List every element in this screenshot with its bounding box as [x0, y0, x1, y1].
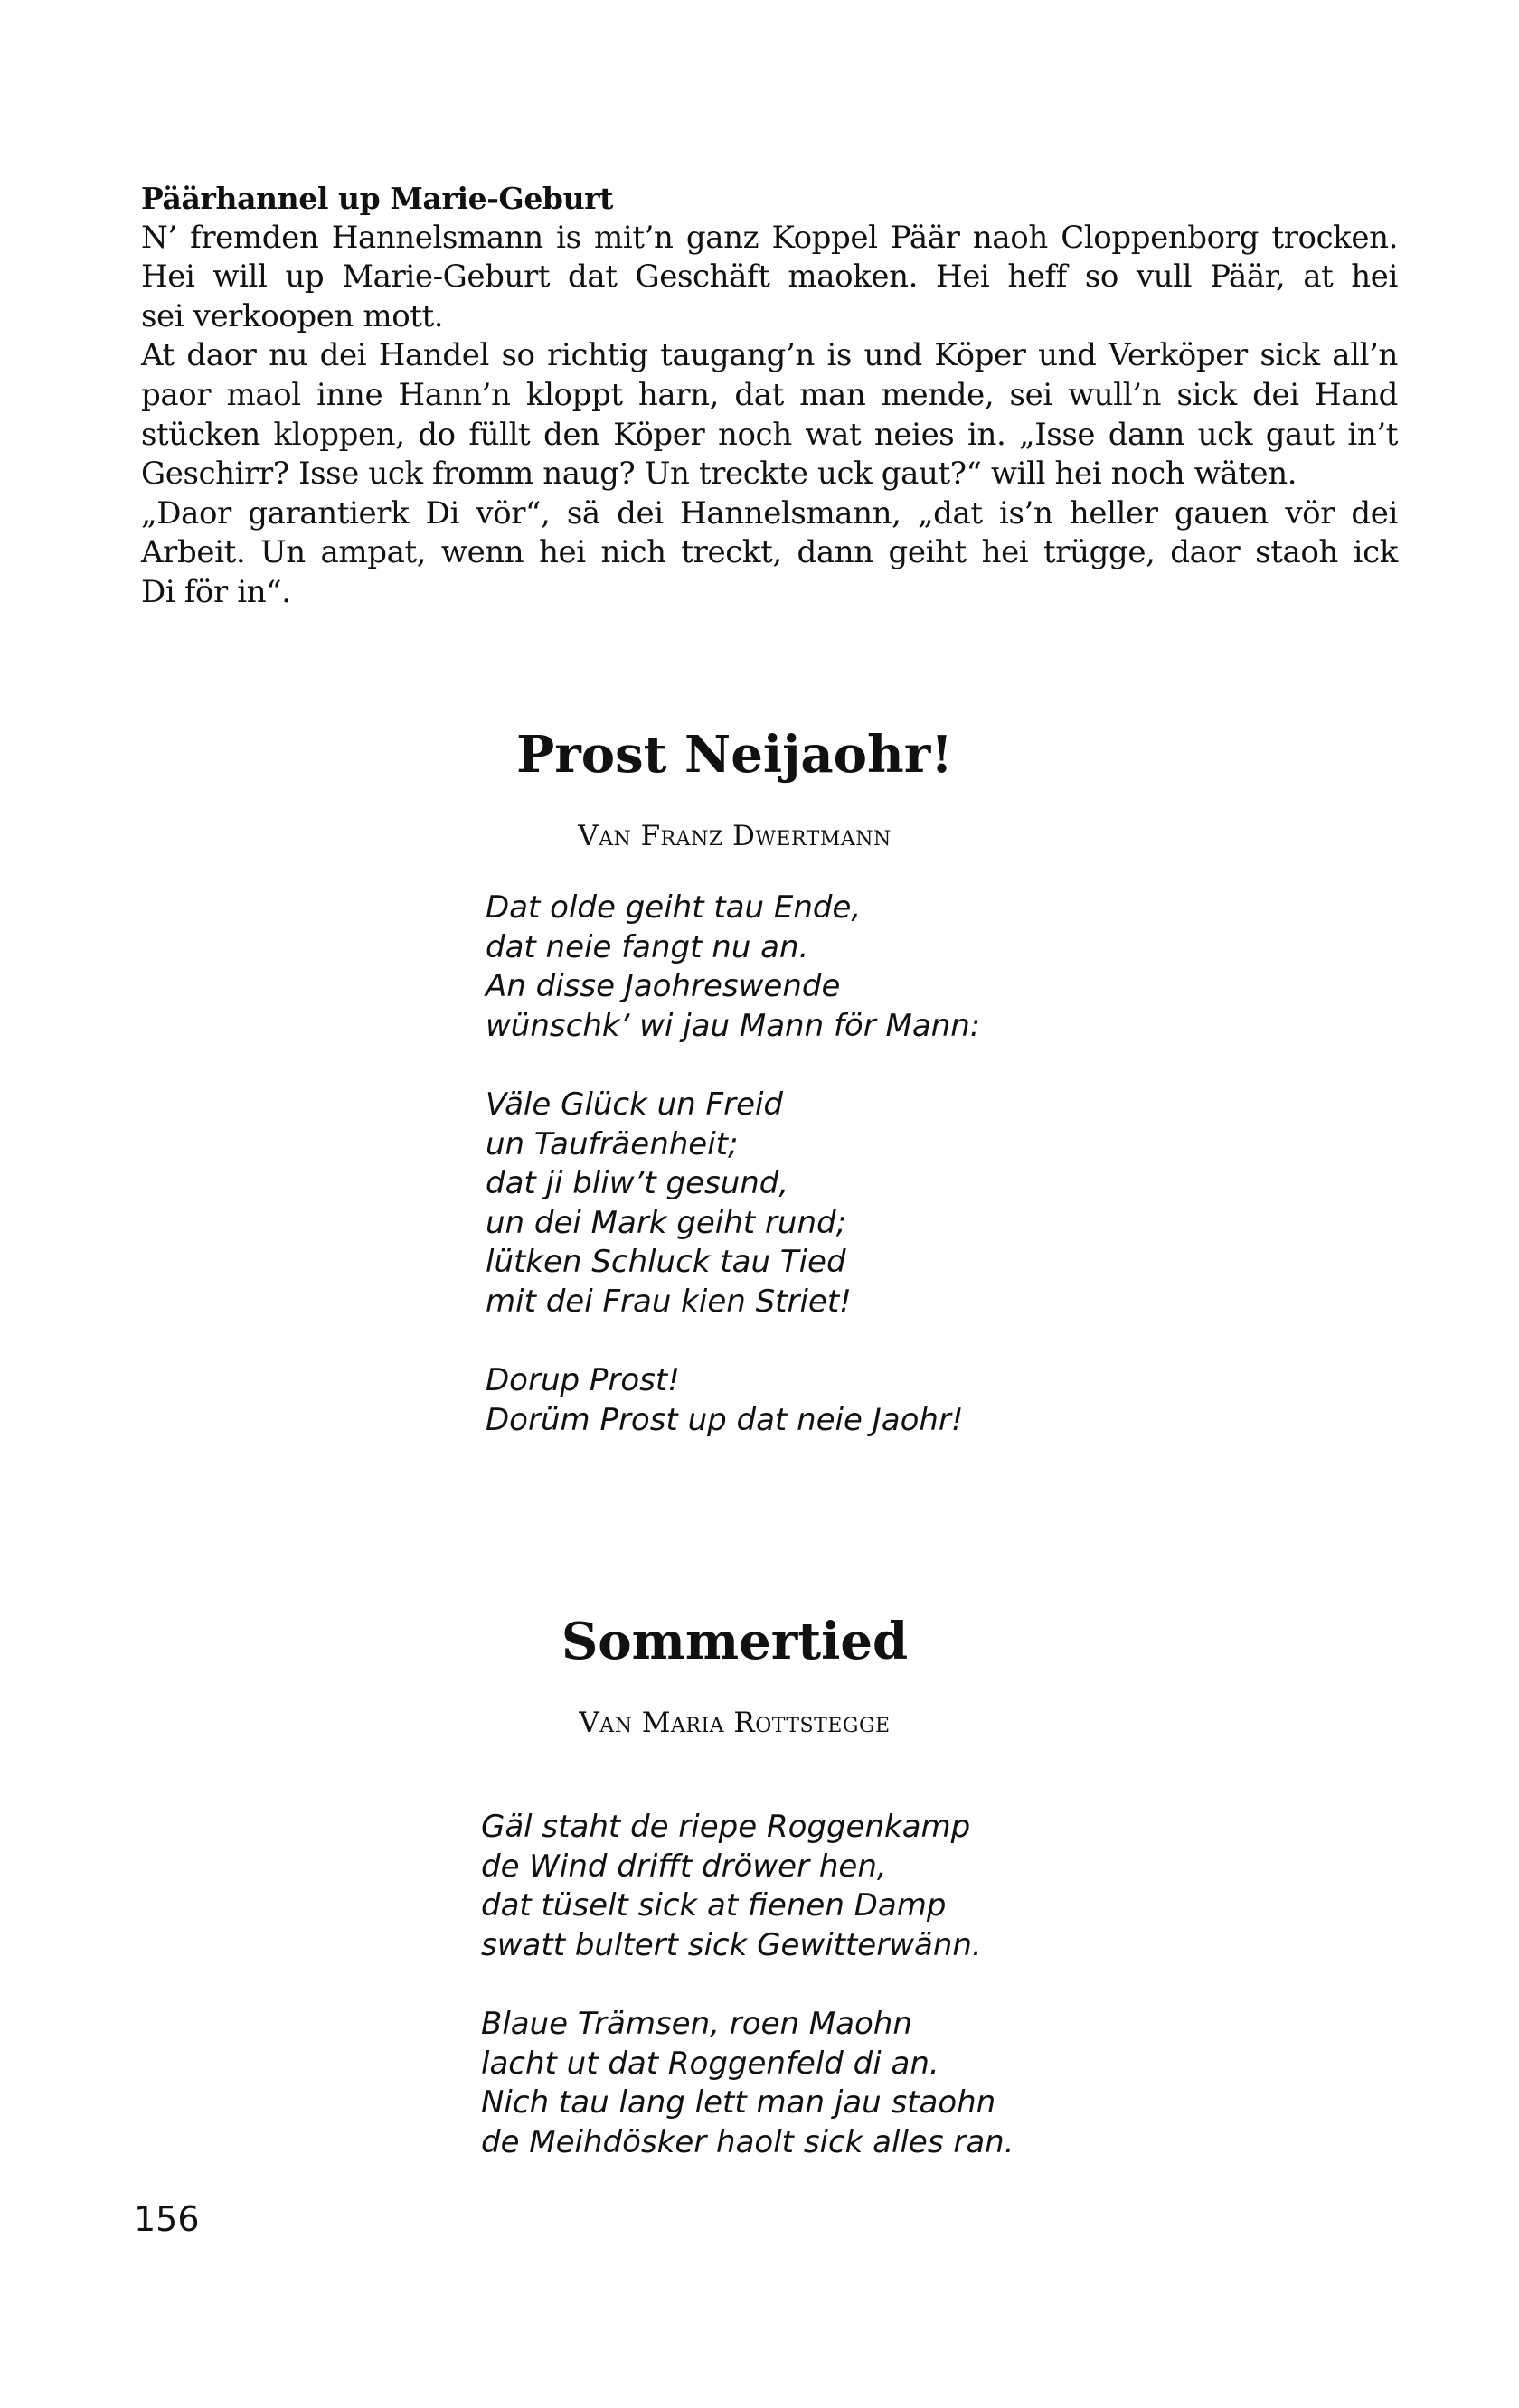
verse-line: Blaue Trämsen, roen Maohn	[481, 2005, 912, 2042]
anecdote-line: paor maol inne Hann’n kloppt harn, dat man mende, sei wull’n sick dei Hand	[141, 376, 1398, 413]
poem-byline-rottstegge: Van Maria Rottstegge	[579, 1707, 891, 1739]
anecdote-line: sei verkoopen mott.	[141, 297, 444, 334]
verse-line: dat neie fangt nu an.	[486, 928, 809, 965]
poem-title-sommertied: Sommertied	[561, 1612, 909, 1671]
page-number: 156	[134, 2199, 200, 2239]
poem-byline-dwertmann: Van Franz Dwertmann	[578, 820, 892, 852]
anecdote-line: N’ fremden Hannelsmann is mit’n ganz Koppel Päär naoh Cloppenborg trocken.	[141, 219, 1398, 256]
anecdote-line: At daor nu dei Handel so richtig taugang’n is und Köper und Verköper sick all’n	[141, 337, 1398, 374]
verse-line: Dat olde geiht tau Ende,	[486, 889, 862, 926]
anecdote-line: stücken kloppen, do füllt den Köper noch wat neies in. „Isse dann uck gaut in’t	[141, 416, 1398, 453]
stanza	[486, 1086, 980, 1322]
verse-line: Nich tau lang lett man jau staohn	[481, 2084, 996, 2121]
verse-line: wünschk’ wi jau Mann för Mann:	[486, 1007, 981, 1044]
verse-line: Gäl staht de riepe Roggenkamp	[481, 1809, 971, 1845]
anecdote-line: Hei will up Marie-Geburt dat Geschäft maoken. Hei heff so vull Päär, at hei	[141, 259, 1398, 296]
verse-line: Dorup Prost!	[486, 1362, 680, 1399]
verse-line: Väle Glück un Freid	[486, 1086, 784, 1123]
poem-title-prost-neijaohr: Prost Neijaohr!	[516, 725, 953, 785]
anecdote-line: Geschirr? Isse uck fromm naug? Un treckte uck gaut?“ will hei noch wäten.	[141, 456, 1297, 493]
verse-line: dat tüselt sick at fienen Damp	[481, 1887, 947, 1924]
anecdote-section	[141, 179, 1398, 613]
verse-line: dat ji bliw’t gesund,	[486, 1165, 789, 1202]
stanza	[486, 1361, 980, 1440]
poem-sommertied	[481, 1808, 1014, 2162]
verse-line: swatt bultert sick Gewitterwänn.	[481, 1926, 982, 1963]
verse-line: de Meihdösker haolt sick alles ran.	[481, 2123, 1014, 2160]
stanza	[481, 1808, 1014, 1965]
anecdote-line: „Daor garantierk Di vör“, sä dei Hannelsmann, „dat is’n heller gauen vör dei	[141, 494, 1398, 531]
anecdote-line: Arbeit. Un ampat, wenn hei nich treckt, dann geiht hei trügge, daor staoh ick	[141, 534, 1398, 571]
verse-line: de Wind drifft dröwer hen,	[481, 1848, 887, 1885]
anecdote-line: Di för in“.	[141, 573, 291, 610]
anecdote-heading: Päärhannel up Marie-Geburt	[141, 181, 614, 216]
verse-line: un dei Mark geiht rund;	[486, 1204, 847, 1241]
verse-line: lacht ut dat Roggenfeld di an.	[481, 2045, 939, 2082]
verse-line: mit dei Frau kien Striet!	[486, 1283, 852, 1320]
verse-line: An disse Jaohreswende	[486, 968, 841, 1005]
verse-line: lütken Schluck tau Tied	[486, 1244, 846, 1281]
stanza	[486, 889, 980, 1046]
stanza	[481, 2005, 1014, 2162]
verse-line: Dorüm Prost up dat neie Jaohr!	[486, 1401, 964, 1438]
verse-line: un Taufräenheit;	[486, 1125, 739, 1162]
poem-prost-neijaohr	[486, 889, 980, 1440]
